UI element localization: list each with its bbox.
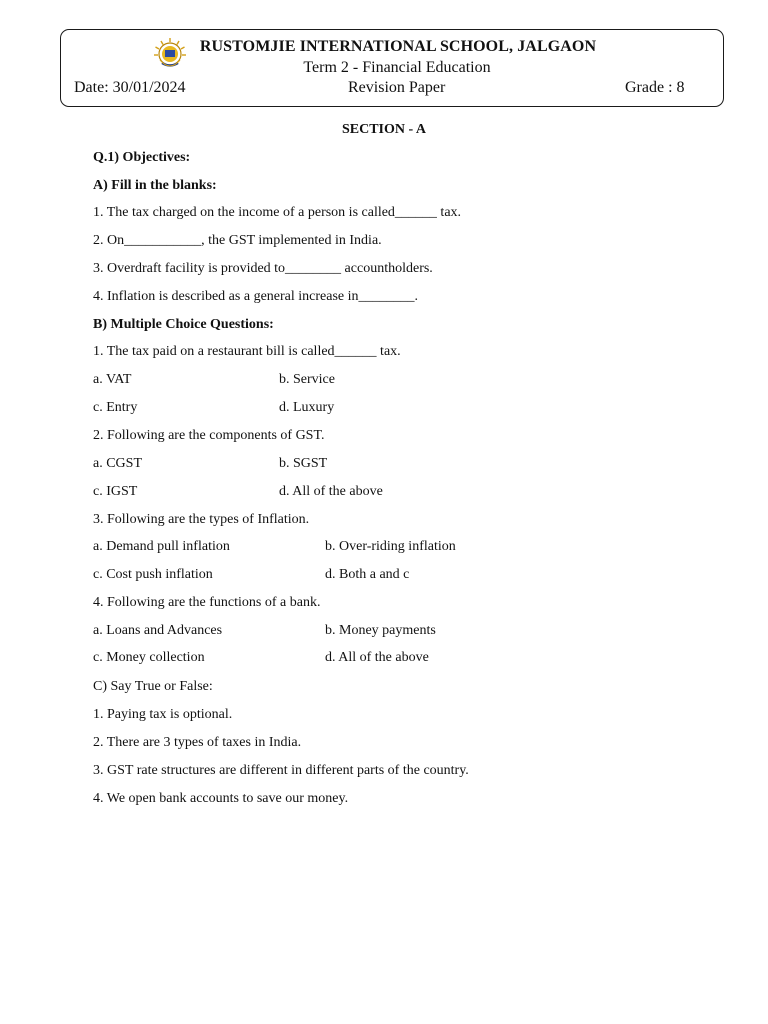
mcq-option: b. SGST	[279, 456, 328, 471]
part-c-heading: C) Say True or False:	[93, 679, 213, 694]
section-title: SECTION - A	[341, 122, 427, 137]
mcq-option: a. VAT	[93, 372, 132, 387]
mcq-question: 1. The tax paid on a restaurant bill is called______ tax.	[93, 344, 401, 359]
mcq-option: b. Service	[279, 372, 335, 387]
part-a-heading: A) Fill in the blanks:	[93, 178, 217, 193]
fill-blank-item: 1. The tax charged on the income of a person is called______ tax.	[93, 205, 462, 220]
mcq-option: d. All of the above	[325, 650, 429, 665]
mcq-option: c. Cost push inflation	[93, 567, 213, 582]
mcq-option: d. Both a and c	[325, 567, 410, 582]
mcq-question: 3. Following are the types of Inflation.	[93, 512, 310, 527]
part-b-heading: B) Multiple Choice Questions:	[93, 317, 274, 332]
mcq-question: 2. Following are the components of GST.	[93, 428, 325, 443]
mcq-option: b. Over-riding inflation	[325, 539, 456, 554]
true-false-item: 2. There are 3 types of taxes in India.	[93, 735, 302, 750]
true-false-item: 1. Paying tax is optional.	[93, 707, 233, 722]
fill-blank-item: 4. Inflation is described as a general increase in________.	[93, 289, 419, 304]
mcq-option: c. IGST	[93, 484, 138, 499]
true-false-item: 4. We open bank accounts to save our money.	[93, 791, 349, 806]
mcq-option: c. Entry	[93, 400, 138, 415]
fill-blank-item: 3. Overdraft facility is provided to________ accountholders.	[93, 261, 433, 276]
mcq-option: d. Luxury	[279, 400, 335, 415]
exam-date: Date: 30/01/2024	[74, 79, 186, 96]
mcq-question: 4. Following are the functions of a bank.	[93, 595, 321, 610]
mcq-option: d. All of the above	[279, 484, 383, 499]
header-box	[60, 29, 724, 107]
q1-heading: Q.1) Objectives:	[93, 150, 191, 165]
mcq-option: a. Demand pull inflation	[93, 539, 230, 554]
mcq-option: c. Money collection	[93, 650, 205, 665]
term-subject: Term 2 - Financial Education	[303, 59, 491, 76]
mcq-option: a. Loans and Advances	[93, 623, 223, 638]
mcq-option: b. Money payments	[325, 623, 436, 638]
mcq-option: a. CGST	[93, 456, 142, 471]
paper-title: Revision Paper	[348, 79, 446, 96]
school-name: RUSTOMJIE INTERNATIONAL SCHOOL, JALGAON	[199, 38, 597, 55]
fill-blank-item: 2. On___________, the GST implemented in India.	[93, 233, 382, 248]
true-false-item: 3. GST rate structures are different in different parts of the country.	[93, 763, 469, 778]
grade-label: Grade : 8	[625, 79, 685, 96]
